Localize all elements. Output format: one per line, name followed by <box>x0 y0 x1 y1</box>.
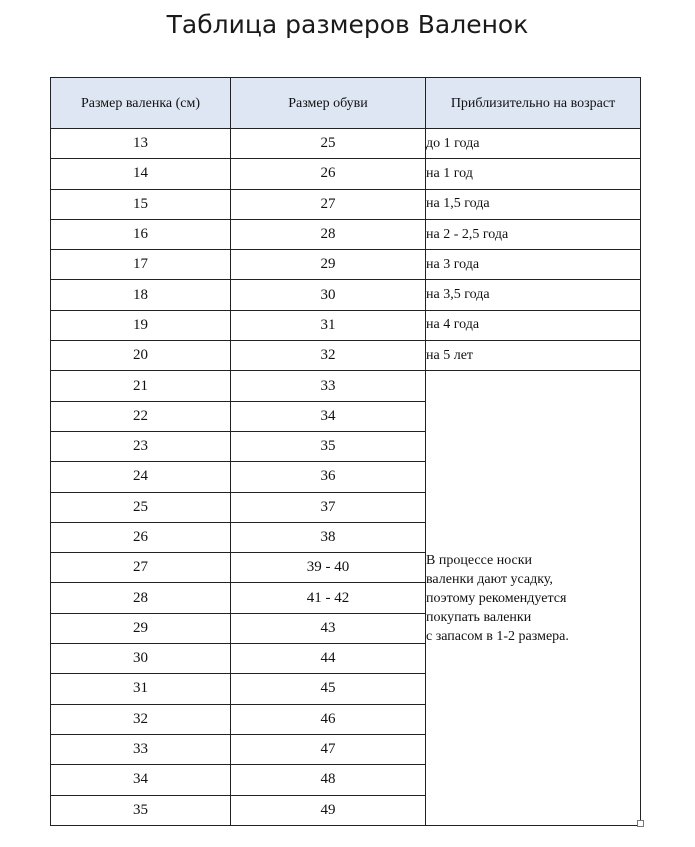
shoe-size-cell: 32 <box>231 341 426 371</box>
shoe-size-cell: 36 <box>231 462 426 492</box>
age-cell: до 1 года <box>426 129 641 159</box>
table-row <box>51 341 641 371</box>
table-row <box>51 189 641 219</box>
shoe-size-cell: 33 <box>231 371 426 401</box>
valenok-size-cell: 27 <box>51 553 231 583</box>
shoe-size-cell: 38 <box>231 522 426 552</box>
valenok-size-cell: 26 <box>51 522 231 552</box>
shoe-size-cell: 31 <box>231 310 426 340</box>
shoe-size-cell: 43 <box>231 613 426 643</box>
header-shoe-size-label: Размер обуви <box>288 95 368 111</box>
table-row <box>51 250 641 280</box>
table-body <box>51 129 641 826</box>
note-line: поэтому рекомендуется <box>426 590 567 606</box>
age-cell: на 1,5 года <box>426 189 641 219</box>
note-line: покупать валенки <box>426 609 532 625</box>
table-row <box>51 310 641 340</box>
page-title: Таблица размеров Валенок <box>166 10 529 39</box>
valenok-size-cell: 15 <box>51 189 231 219</box>
note-line: В процессе носки <box>426 552 533 568</box>
age-cell: на 5 лет <box>426 341 641 371</box>
valenok-size-cell: 28 <box>51 583 231 613</box>
valenok-size-cell: 22 <box>51 401 231 431</box>
header-age <box>426 78 641 129</box>
shoe-size-cell: 47 <box>231 734 426 764</box>
header-valenok-size-label: Размер валенка (см) <box>80 95 201 111</box>
valenok-size-cell: 17 <box>51 250 231 280</box>
shoe-size-cell: 41 - 42 <box>231 583 426 613</box>
age-cell: на 3 года <box>426 250 641 280</box>
shoe-size-cell: 45 <box>231 674 426 704</box>
header-age-label: Приблизительно на возраст <box>450 95 616 111</box>
note-line: с запасом в 1-2 размера. <box>426 628 569 644</box>
table-row <box>51 371 641 401</box>
table-row <box>51 280 641 310</box>
valenok-size-cell: 16 <box>51 219 231 249</box>
shoe-size-cell: 27 <box>231 189 426 219</box>
valenok-size-cell: 33 <box>51 734 231 764</box>
shoe-size-cell: 35 <box>231 431 426 461</box>
shoe-size-cell: 46 <box>231 704 426 734</box>
table-row <box>51 159 641 189</box>
valenok-size-cell: 34 <box>51 765 231 795</box>
table-resize-handle[interactable] <box>637 820 644 827</box>
valenok-size-cell: 19 <box>51 310 231 340</box>
shoe-size-cell: 37 <box>231 492 426 522</box>
header-shoe-size <box>231 78 426 129</box>
valenok-size-cell: 14 <box>51 159 231 189</box>
age-cell: на 1 год <box>426 159 641 189</box>
age-cell: на 4 года <box>426 310 641 340</box>
note-line: валенки дают усадку, <box>426 571 553 587</box>
shoe-size-cell: 49 <box>231 795 426 825</box>
valenok-size-cell: 21 <box>51 371 231 401</box>
valenok-size-cell: 25 <box>51 492 231 522</box>
age-cell: на 3,5 года <box>426 280 641 310</box>
recommendation-note <box>426 371 641 825</box>
table-header-row <box>51 78 641 129</box>
shoe-size-cell: 29 <box>231 250 426 280</box>
valenok-size-cell: 20 <box>51 341 231 371</box>
valenok-size-cell: 31 <box>51 674 231 704</box>
valenok-size-cell: 32 <box>51 704 231 734</box>
valenok-size-cell: 13 <box>51 129 231 159</box>
valenok-size-cell: 24 <box>51 462 231 492</box>
table-row <box>51 129 641 159</box>
valenok-size-cell: 29 <box>51 613 231 643</box>
shoe-size-cell: 28 <box>231 219 426 249</box>
shoe-size-cell: 34 <box>231 401 426 431</box>
shoe-size-cell: 44 <box>231 644 426 674</box>
valenok-size-cell: 23 <box>51 431 231 461</box>
size-table <box>50 77 641 826</box>
valenok-size-cell: 35 <box>51 795 231 825</box>
table-row <box>51 219 641 249</box>
valenok-size-cell: 18 <box>51 280 231 310</box>
shoe-size-cell: 48 <box>231 765 426 795</box>
shoe-size-cell: 39 - 40 <box>231 553 426 583</box>
valenok-size-cell: 30 <box>51 644 231 674</box>
shoe-size-cell: 26 <box>231 159 426 189</box>
age-cell: на 2 - 2,5 года <box>426 219 641 249</box>
header-valenok-size <box>51 78 231 129</box>
shoe-size-cell: 30 <box>231 280 426 310</box>
shoe-size-cell: 25 <box>231 129 426 159</box>
